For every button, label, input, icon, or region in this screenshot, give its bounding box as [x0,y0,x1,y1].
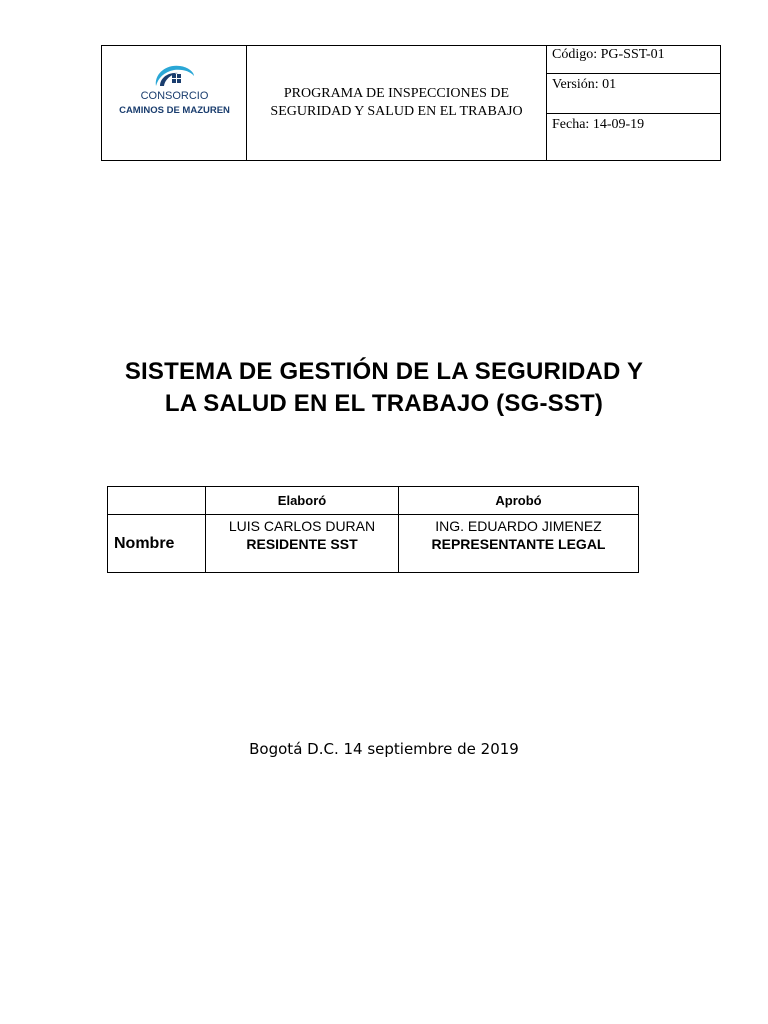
program-title [247,46,547,160]
house-roof-icon [150,60,198,90]
aprobo-role: REPRESENTANTE LEGAL [431,536,606,552]
page-title-line1: SISTEMA DE GESTIÓN DE LA SEGURIDAD Y [124,358,644,385]
approval-table [107,486,639,573]
page-title-line2: LA SALUD EN EL TRABAJO (SG-SST) [164,390,604,417]
elaboro-role: RESIDENTE SST [246,536,358,552]
elaboro-cell [206,515,398,572]
program-title-line1: PROGRAMA DE INSPECCIONES DE [283,86,510,101]
document-code: Código: PG-SST-01 [547,46,720,74]
program-title-line2: SEGURIDAD Y SALUD EN EL TRABAJO [270,104,523,119]
row-label-nombre: Nombre [114,534,175,552]
column-header-aprobo: Aprobó [495,493,542,508]
document-date: Fecha: 14-09-19 [552,117,645,132]
aprobo-cell [399,515,638,572]
aprobo-name: ING. EDUARDO JIMENEZ [435,518,602,534]
document-version: Versión: 01 [547,74,720,114]
place-and-date: Bogotá D.C. 14 septiembre de 2019 [249,740,519,758]
logo-subname: CAMINOS DE MAZUREN [119,105,230,116]
elaboro-name: LUIS CARLOS DURAN [228,518,376,534]
document-header-table [101,45,721,161]
logo-cell [102,46,247,160]
column-header-elaboro: Elaboró [277,493,327,508]
logo-name: CONSORCIO [140,90,209,102]
page-title [80,356,688,420]
